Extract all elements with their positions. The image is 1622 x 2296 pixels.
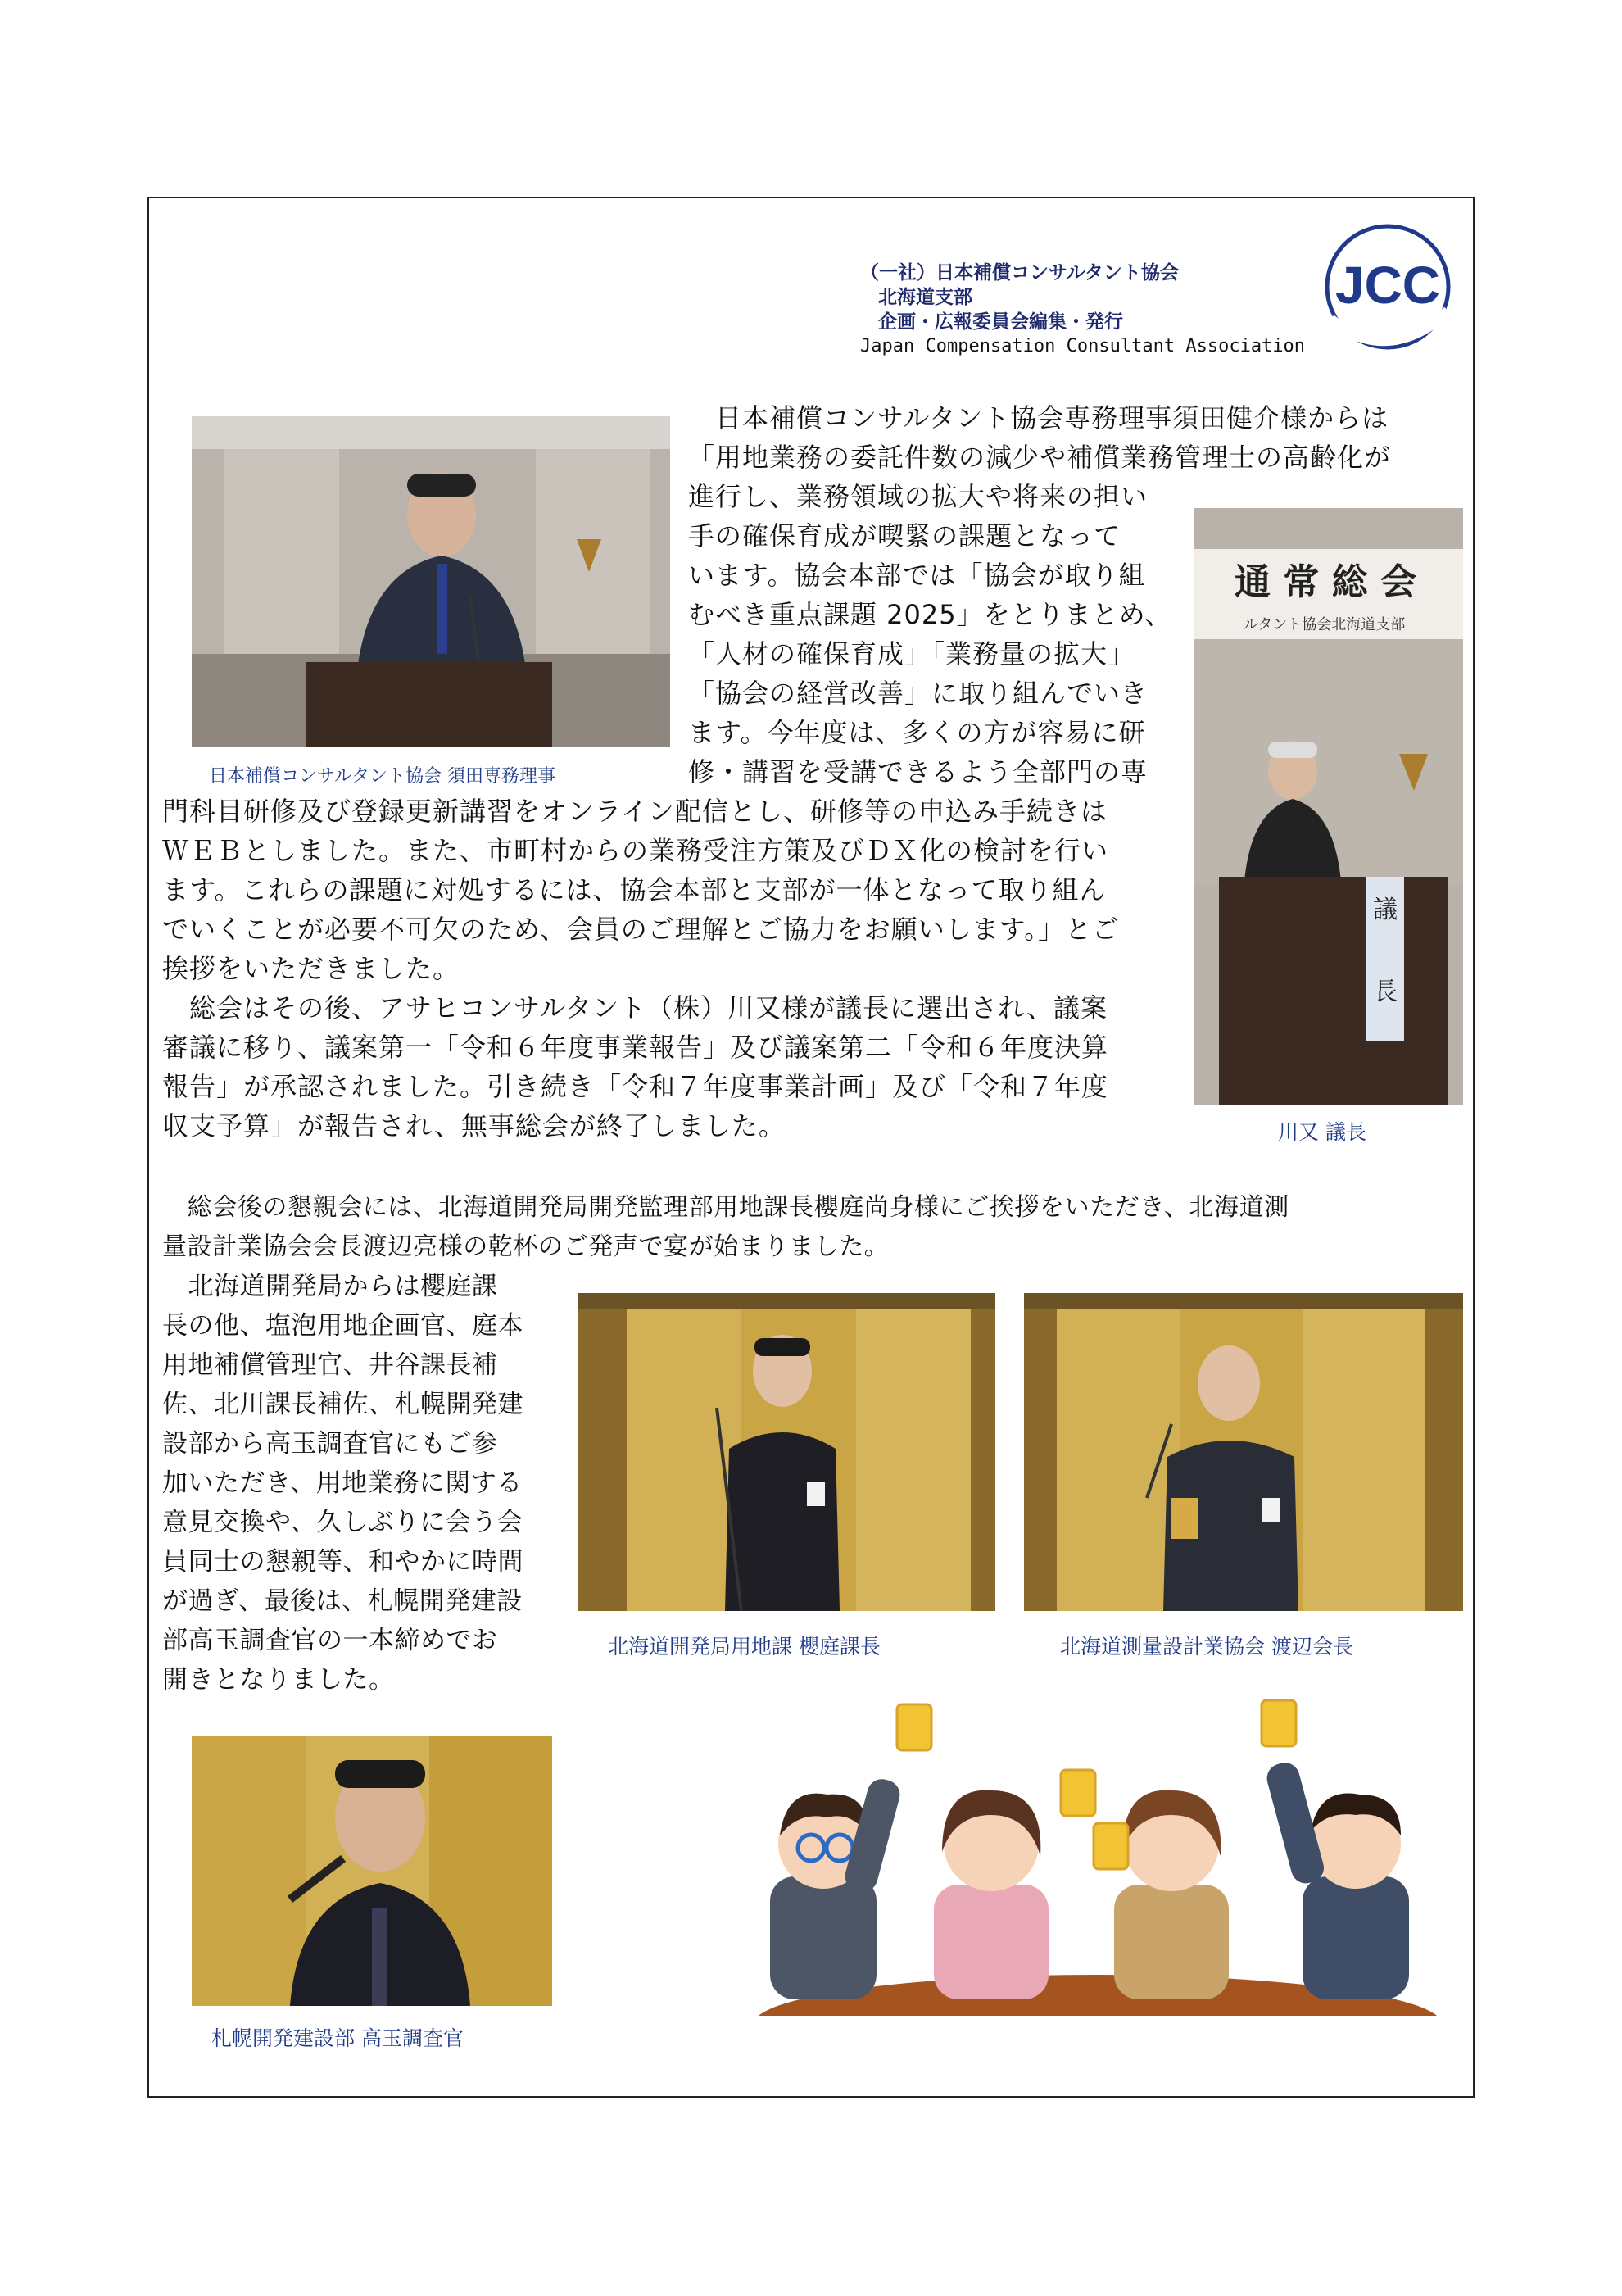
publisher-block xyxy=(860,261,1319,359)
publisher-english-name: Japan Compensation Consultant Association xyxy=(860,336,1306,356)
text-line: 審議に移り、議案第一「令和６年度事業報告」及び議案第二「令和６年度決算 xyxy=(162,1032,1109,1063)
text-line: でいくことが必要不可欠のため、会員のご理解とご協力をお願いします。」とご xyxy=(162,914,1120,945)
caption-takadama: 札幌開発建設部 高玉調査官 xyxy=(211,2026,464,2050)
toast-party-illustration xyxy=(737,1680,1458,2016)
text-line: 佐、北川課長補佐、札幌開発建 xyxy=(162,1390,523,1419)
publisher-committee: 企画・広報委員会編集・発行 xyxy=(878,311,1123,333)
text-line: 設部から高玉調査官にもご参 xyxy=(162,1429,498,1459)
photo-suda xyxy=(192,416,670,747)
text-line: 総会はその後、アサヒコンサルタント（株）川又様が議長に選出され、議案 xyxy=(162,992,1108,1023)
text-line: 日本補償コンサルタント協会専務理事須田健介様からは xyxy=(688,402,1389,433)
text-line: ます。これらの課題に対処するには、協会本部と支部が一体となって取り組ん xyxy=(162,874,1107,905)
podium-text-1: 議 xyxy=(1373,896,1398,924)
text-line: 加いただき、用地業務に関する xyxy=(162,1468,523,1498)
text-line: 総会後の懇親会には、北海道開発局開発監理部用地課長櫻庭尚身様にご挨拶をいただき、北海道測 xyxy=(162,1193,1289,1222)
text-line: います。協会本部では「協会が取り組 xyxy=(688,560,1146,591)
text-line: 部高玉調査官の一本締めでお xyxy=(162,1626,498,1655)
text-line: 「協会の経営改善」に取り組んでいき xyxy=(688,678,1149,709)
photo-watanabe xyxy=(1024,1293,1463,1611)
text-line: むべき重点課題 2025」をとりまとめ、 xyxy=(688,599,1172,630)
speech-paragraph-bottom xyxy=(162,792,1119,1146)
text-line: 「用地業務の委託件数の減少や補償業務管理士の高齢化が xyxy=(688,442,1392,473)
text-line: ＷＥＢとしました。また、市町村からの業務受注方策及びＤＸ化の検討を行い xyxy=(162,835,1109,866)
caption-kawamata: 川又 議長 xyxy=(1278,1120,1366,1144)
attendees-paragraph xyxy=(162,1267,523,1699)
photo-takadama xyxy=(192,1736,552,2006)
text-line: 報告」が承認されました。引き続き「令和７年度事業計画」及び「令和７年度 xyxy=(162,1071,1109,1102)
text-line: 収支予算」が報告され、無事総会が終了しました。 xyxy=(162,1110,786,1141)
text-line: 挨拶をいただきました。 xyxy=(162,953,460,984)
party-paragraph xyxy=(162,1188,1289,1267)
text-line: 修・講習を受講できるよう全部門の専 xyxy=(688,756,1149,787)
text-line: 量設計業協会会長渡辺亮様の乾杯のご発声で宴が始まりました。 xyxy=(162,1232,890,1261)
text-line: 門科目研修及び登録更新講習をオンライン配信とし、研修等の申込み手続きは xyxy=(162,796,1108,827)
text-line: 員同士の懇親等、和やかに時間 xyxy=(162,1547,523,1577)
kawamata-banner-sub: ルタント協会北海道支部 xyxy=(1244,616,1406,633)
text-line: 進行し、業務領域の拡大や将来の担い xyxy=(688,481,1149,512)
text-line: 開きとなりました。 xyxy=(162,1665,395,1695)
text-line: ます。今年度は、多くの方が容易に研 xyxy=(688,717,1146,748)
publisher-branch: 北海道支部 xyxy=(878,287,972,308)
jcc-logo-text: JCC xyxy=(1334,256,1441,315)
speech-paragraph-top xyxy=(688,398,1391,792)
text-line: 意見交換や、久しぶりに会う会 xyxy=(162,1508,523,1537)
text-line: が過ぎ、最後は、札幌開発建設 xyxy=(162,1586,523,1616)
text-line: 長の他、塩泡用地企画官、庭本 xyxy=(162,1311,523,1341)
caption-watanabe: 北海道測量設計業協会 渡辺会長 xyxy=(1060,1635,1353,1658)
jcc-logo xyxy=(1317,221,1465,352)
text-line: 北海道開発局からは櫻庭課 xyxy=(162,1272,498,1301)
caption-sakuraba: 北海道開発局用地課 櫻庭課長 xyxy=(608,1635,881,1658)
text-line: 手の確保育成が喫緊の課題となって xyxy=(688,520,1121,551)
caption-suda: 日本補償コンサルタント協会 須田専務理事 xyxy=(209,766,556,787)
text-line: 「人材の確保育成」「業務量の拡大」 xyxy=(688,638,1135,669)
publisher-org: （一社）日本補償コンサルタント協会 xyxy=(860,262,1179,284)
photo-sakuraba xyxy=(578,1293,995,1611)
kawamata-banner-text: 通 常 総 会 xyxy=(1235,561,1416,603)
podium-text-2: 長 xyxy=(1373,978,1398,1006)
text-line: 用地補償管理官、井谷課長補 xyxy=(162,1350,498,1380)
